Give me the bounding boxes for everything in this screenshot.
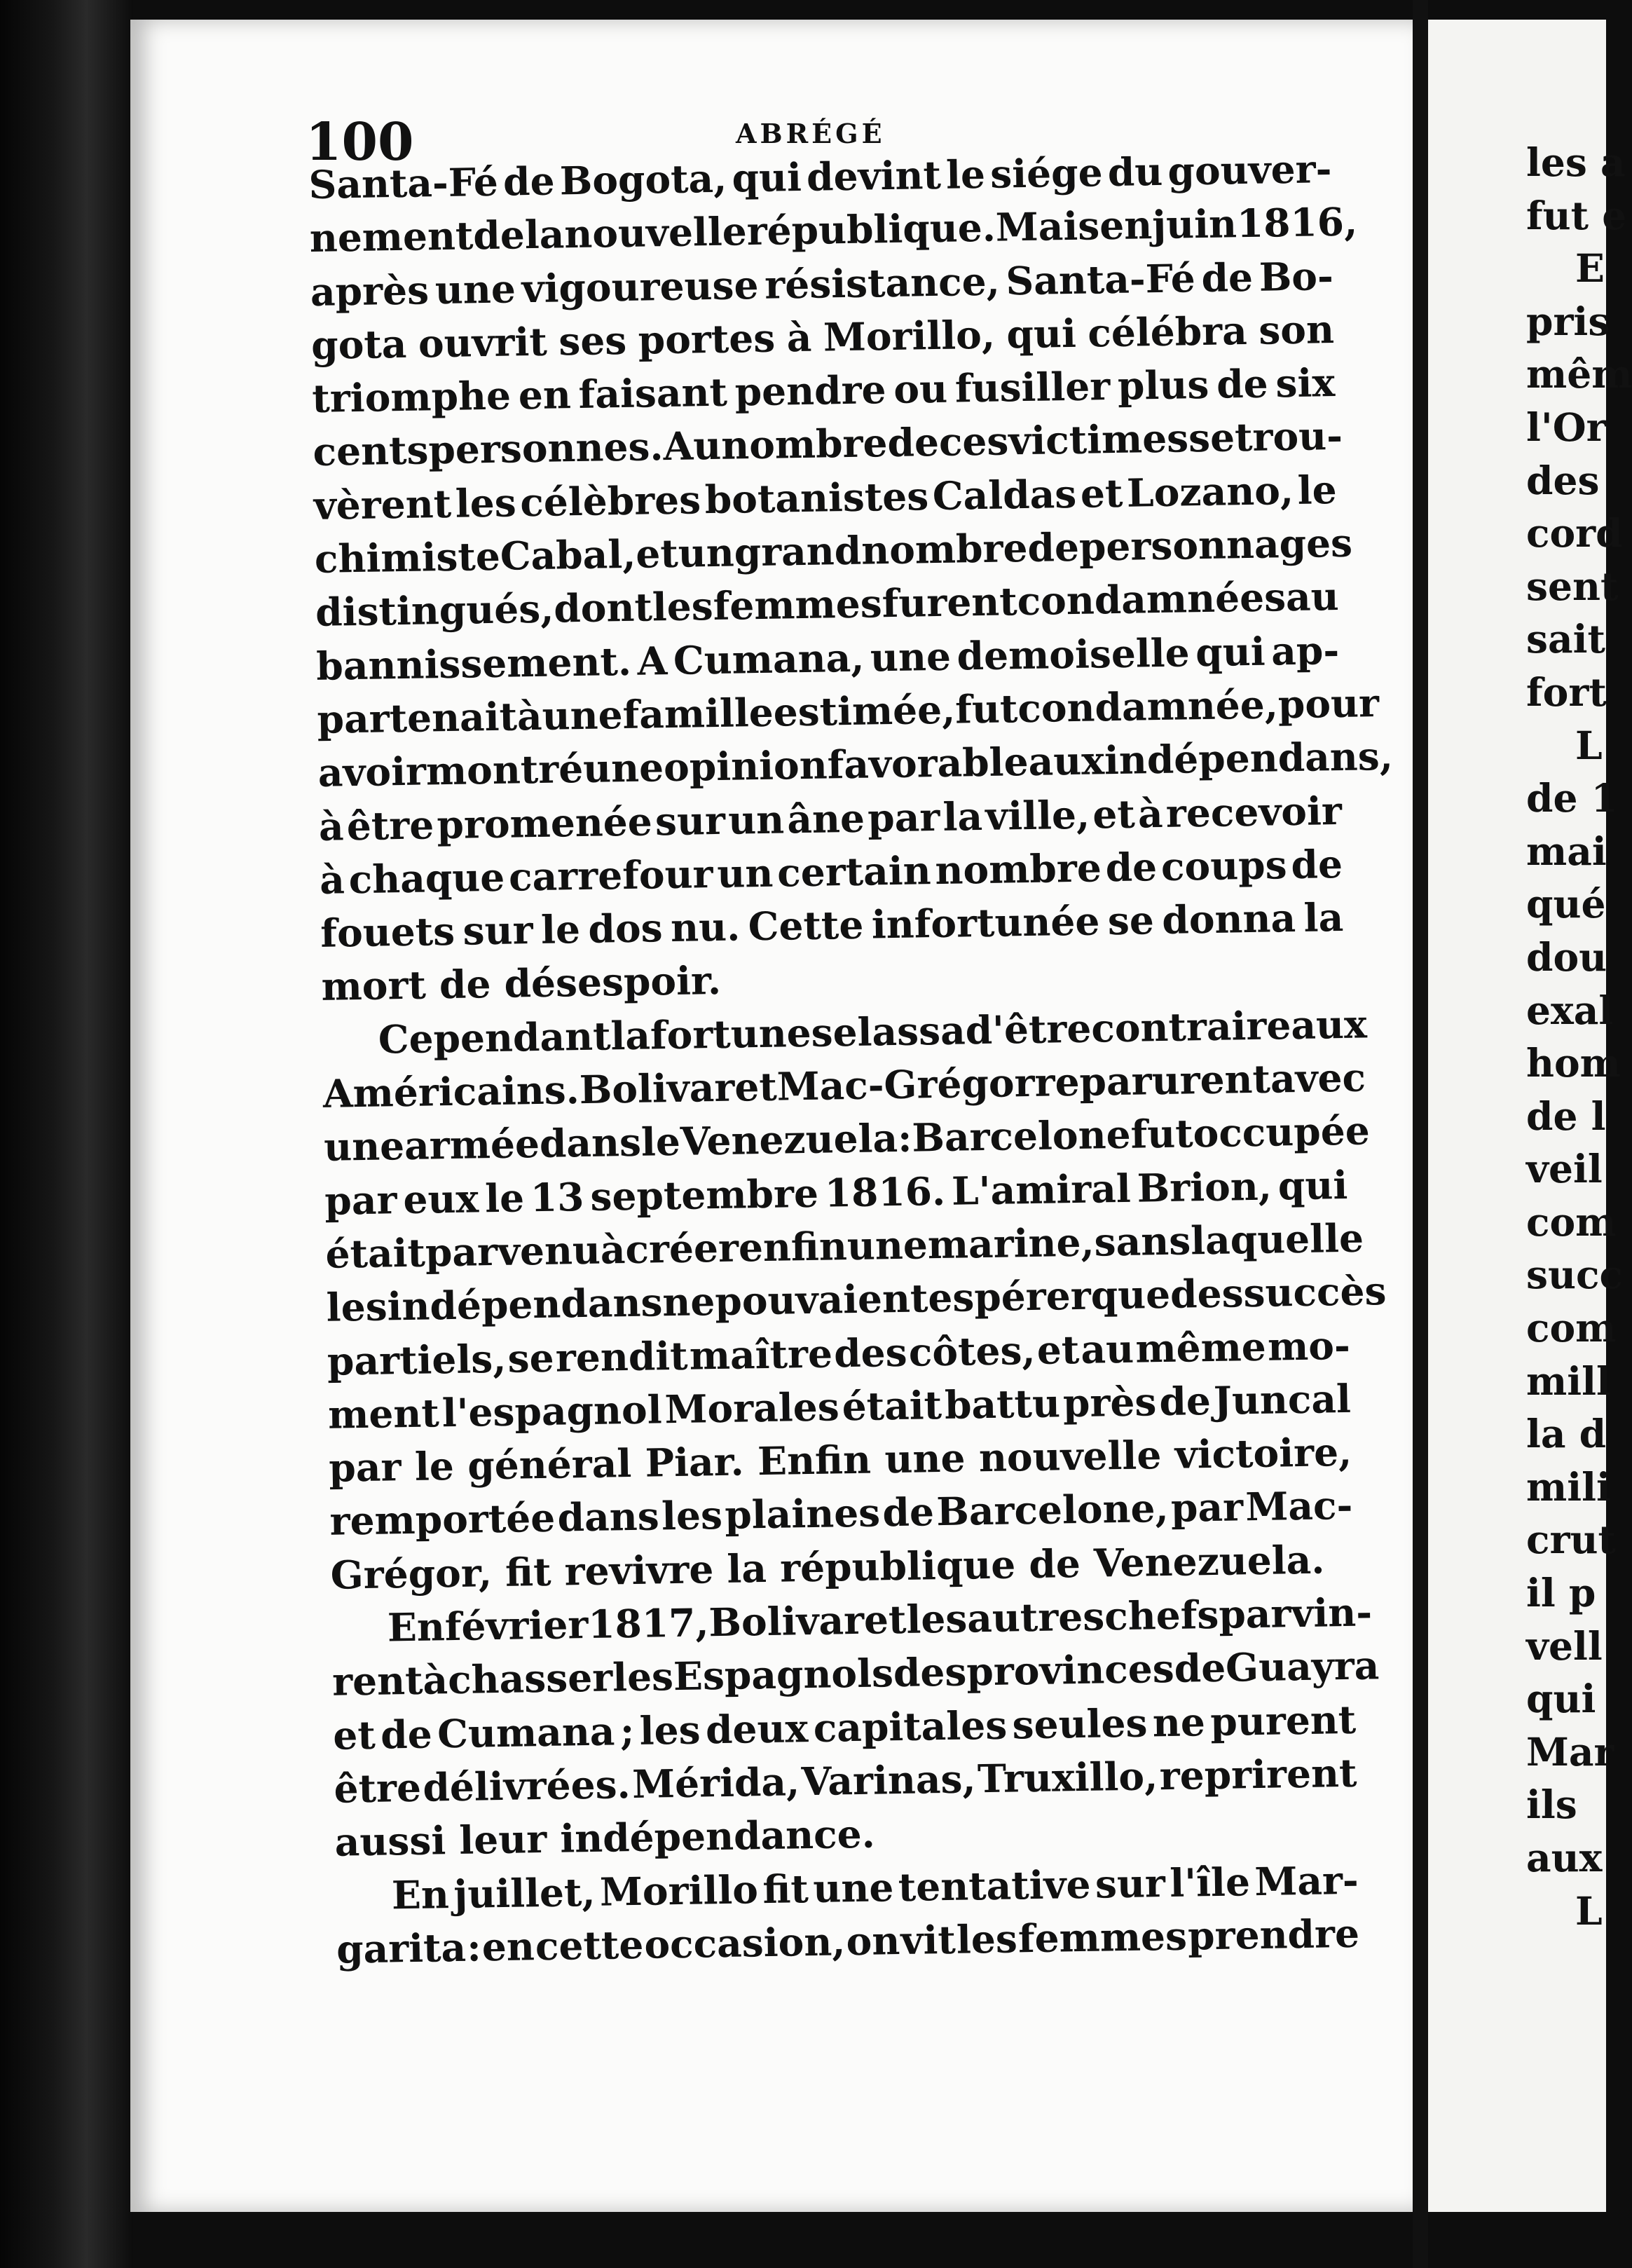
text-line: qui [1526,1676,1596,1722]
page-gutter [1413,0,1428,2268]
text-line: hom [1526,1040,1621,1086]
text-line: aussi leur indépendance. [334,1810,876,1865]
page-number: 100 [306,112,414,172]
text-line: il p [1526,1570,1596,1616]
text-line: vell [1526,1623,1603,1669]
text-line: ment l'espagnol Morales était battu près de Juncal [327,1375,1352,1437]
text-line: mili [1526,1463,1611,1510]
text-line: Cependant la fortune se lassa d'être contraire aux [378,1001,1368,1063]
text-line: rent à chasser les Espagnols des provinces de Guayra [331,1642,1380,1705]
text-line: mai [1526,828,1607,874]
text-line: par eux le 13 septembre 1816. L'amiral Brion, qui [324,1161,1348,1224]
text-line: de 1 [1526,775,1618,821]
text-line: avoir montré une opinion favorable aux indépendans, [317,733,1394,796]
text-line: de l [1526,1093,1606,1139]
text-line: veil [1526,1146,1603,1192]
text-line: qué [1526,881,1606,927]
text-line: être délivrées. Mérida, Varinas, Truxillo, reprirent [334,1749,1357,1812]
text-line: ils [1526,1782,1577,1828]
text-line: partenait à une famille estimée, fut condamnée, pour [317,680,1380,742]
text-line: garita : en cette occasion, on vit les femmes prendre [336,1910,1360,1972]
text-line: gota ouvrit ses portes à Morillo, qui célébra son [310,306,1335,368]
text-line: Grégor, fit revivre la république de Venezuela. [330,1536,1325,1598]
text-line: et de Cumana ; les deux capitales seules ne purent [332,1696,1357,1758]
text-line: mort de désespoir. [321,957,722,1010]
text-line: les a [1526,139,1626,185]
text-line: sent [1526,563,1619,609]
left-page-body-text [308,142,1394,1976]
text-line: les indépendans ne pouvaient espérer que des succès [326,1268,1387,1331]
text-line: mêm [1526,351,1632,397]
text-line: dou [1526,934,1607,980]
text-line: des [1526,457,1600,503]
text-line: vèrent les célèbres botanistes Caldas et Lozano, le [313,466,1338,528]
text-line: cord [1526,510,1623,556]
text-line: à être promenée sur un âne par la ville, et à recevoir [318,787,1343,849]
text-line: sait [1526,616,1605,662]
text-line: nement de la nouvelle république. Mais en juin 1816, [309,198,1358,261]
text-line: E [1575,245,1605,292]
text-line: cents personnes. Au nombre de ces victimes se trou- [313,413,1343,475]
text-line: En février 1817, Bolivar et les autres chefs parvin- [387,1589,1373,1651]
text-line: par le général Piar. Enfin une nouvelle victoire, [328,1428,1352,1491]
text-line: succ [1526,1252,1623,1298]
text-line: com [1526,1305,1617,1351]
text-line: était parvenu à créer enfin une marine, sans laquelle [325,1215,1364,1277]
text-line: En juillet, Morillo fit une tentative sur l'île Mar- [391,1857,1359,1918]
book-spine-shadow [0,0,133,2268]
text-line: exal [1526,987,1614,1033]
text-line: la d [1526,1411,1607,1457]
text-line: remportée dans les plaines de Barcelone, par Mac- [329,1482,1353,1545]
text-line: triomphe en faisant pendre ou fusiller plus de six [311,360,1336,422]
text-line: L [1575,1887,1603,1934]
running-head: ABRÉGÉ [736,118,886,149]
text-line: chimiste Cabal, et un grand nombre de personnages [314,519,1353,582]
text-line: partiels, se rendit maître des côtes, et au même mo- [327,1322,1351,1384]
text-line: fut e [1526,192,1627,238]
text-line: après une vigoureuse résistance, Santa-Fé de Bo- [310,252,1334,315]
text-line: fouets sur le dos nu. Cette infortunée se donna la [320,894,1344,957]
text-line: une armée dans le Venezuela : Barcelone fut occupée [323,1107,1371,1170]
text-line: l'Or [1526,404,1607,450]
text-line: L [1575,722,1603,768]
text-line: distingués, dont les femmes furent condamnées au [315,573,1340,636]
text-line: bannissement. A Cumana, une demoiselle qui ap- [315,627,1340,689]
text-line: fort [1526,669,1607,715]
text-line: pris [1526,298,1610,344]
text-line: Américains. Bolivar et Mac-Grégor reparurent avec [322,1054,1366,1116]
text-line: mill [1526,1358,1611,1404]
text-line: com [1526,1198,1617,1245]
text-line: crut [1526,1517,1616,1563]
text-line: aux [1526,1835,1603,1880]
right-page-body-text-cropped [1526,136,1632,1937]
text-line: Mar [1526,1728,1614,1775]
text-line: à chaque carrefour un certain nombre de coups de [319,840,1343,903]
text-line: Santa-Fé de Bogota, qui devint le siége du gouver- [308,146,1332,207]
